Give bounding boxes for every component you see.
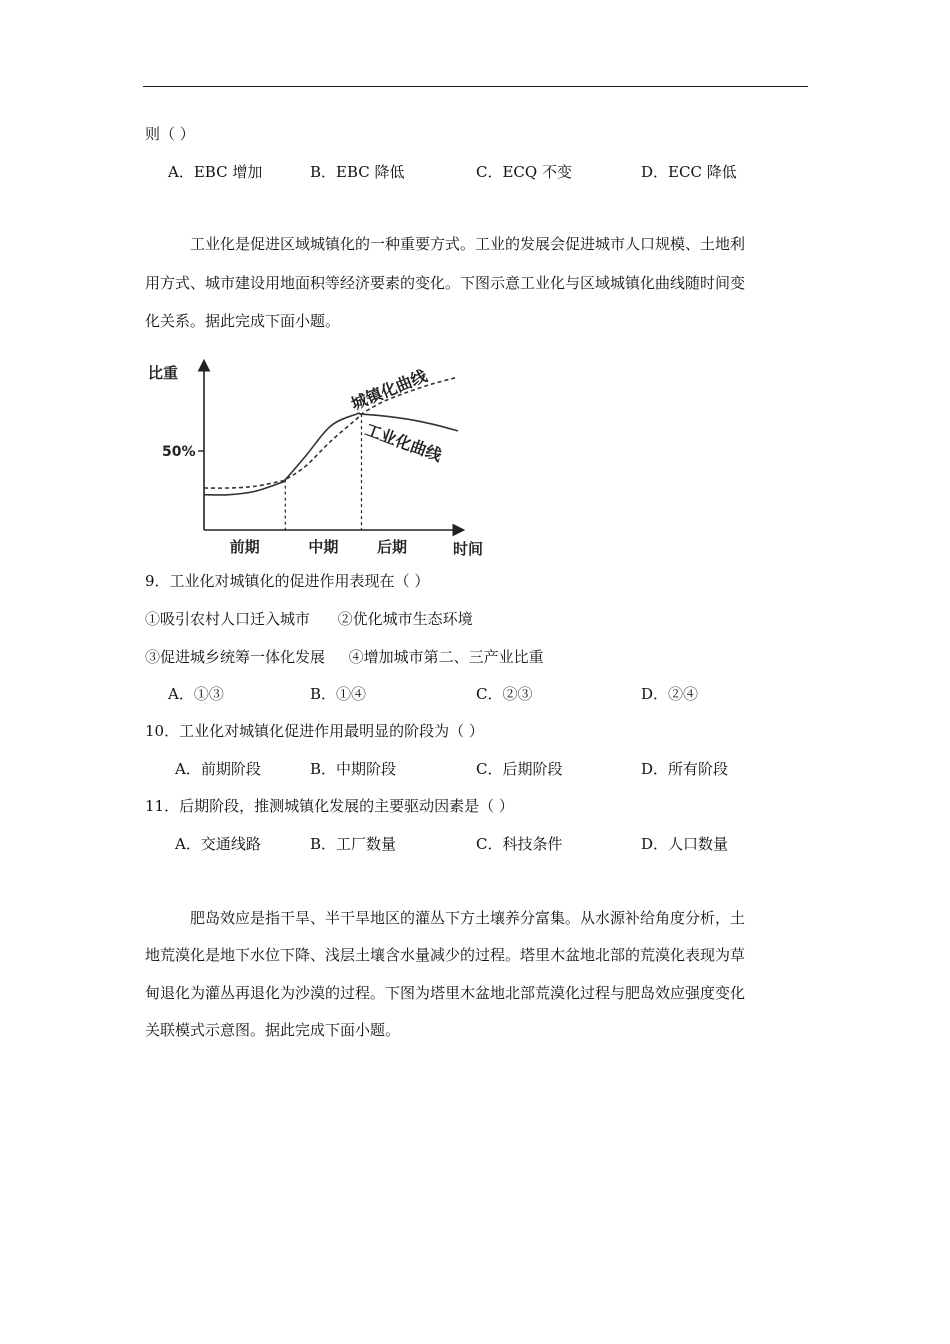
passage-line: 化关系。据此完成下面小题。	[145, 312, 341, 330]
prev-option-c[interactable]: C．ECQ 不变	[476, 163, 572, 181]
legend-urbanization-curve: 城镇化曲线	[348, 366, 430, 414]
prev-question-stem: 则（ ）	[145, 125, 195, 143]
passage-line: 工业化是促进区域城镇化的一种重要方式。工业的发展会促进城市人口规模、土地利	[190, 235, 746, 253]
stage-label-middle: 中期	[308, 538, 339, 556]
q9-stem: 9．工业化对城镇化的促进作用表现在（ ）	[145, 572, 430, 590]
y-axis-label: 比重	[148, 364, 179, 382]
q10-option-c[interactable]: C．后期阶段	[476, 760, 563, 778]
q9-statement-row-1	[145, 609, 473, 629]
q10-option-d[interactable]: D．所有阶段	[641, 760, 729, 778]
passage-line: 肥岛效应是指干旱、半干旱地区的灌丛下方土壤养分富集。从水源补给角度分析，土	[190, 909, 746, 927]
legend-industrialization-curve: 工业化曲线	[362, 419, 445, 466]
passage-line: 关联模式示意图。据此完成下面小题。	[145, 1021, 401, 1039]
stage-label-late: 后期	[376, 538, 407, 556]
q10-option-a[interactable]: A．前期阶段	[175, 760, 261, 778]
x-axis-label: 时间	[452, 540, 484, 558]
q9-option-d[interactable]: D．②④	[641, 685, 699, 703]
q9-statement-row-2	[145, 647, 544, 667]
industrialization-urbanization-chart	[140, 352, 500, 562]
prev-option-d[interactable]: D．ECC 降低	[641, 163, 737, 181]
q10-stem: 10．工业化对城镇化促进作用最明显的阶段为（ ）	[145, 722, 484, 740]
prev-option-b[interactable]: B．EBC 降低	[310, 163, 405, 181]
series-urbanization-line	[204, 377, 458, 488]
passage-line: 甸退化为灌丛再退化为沙漠的过程。下图为塔里木盆地北部荒漠化过程与肥岛效应强度变化	[145, 984, 746, 1002]
q11-stem: 11．后期阶段，推测城镇化发展的主要驱动因素是（ ）	[145, 797, 514, 815]
stage-label-early: 前期	[229, 538, 260, 556]
q9-statement-3: ③促进城乡统筹一体化发展	[145, 648, 326, 666]
passage-line: 用方式、城市建设用地面积等经济要素的变化。下图示意工业化与区域城镇化曲线随时间变	[145, 274, 746, 292]
prev-option-a[interactable]: A．EBC 增加	[168, 163, 263, 181]
q9-statement-1: ①吸引农村人口迁入城市	[145, 610, 311, 628]
header-rule	[143, 86, 808, 87]
q10-option-b[interactable]: B．中期阶段	[310, 760, 397, 778]
q9-option-c[interactable]: C．②③	[476, 685, 533, 703]
q11-option-c[interactable]: C．科技条件	[476, 835, 563, 853]
q11-option-d[interactable]: D．人口数量	[641, 835, 729, 853]
q9-statement-4: ④增加城市第二、三产业比重	[348, 648, 544, 666]
passage-line: 地荒漠化是地下水位下降、浅层土壤含水量减少的过程。塔里木盆地北部的荒漠化表现为草	[145, 946, 746, 964]
q9-statement-2: ②优化城市生态环境	[337, 610, 473, 628]
q11-option-a[interactable]: A．交通线路	[175, 835, 261, 853]
q11-option-b[interactable]: B．工厂数量	[310, 835, 397, 853]
y-tick-label: 50%	[162, 444, 196, 460]
q9-option-a[interactable]: A．①③	[168, 685, 224, 703]
q9-option-b[interactable]: B．①④	[310, 685, 367, 703]
